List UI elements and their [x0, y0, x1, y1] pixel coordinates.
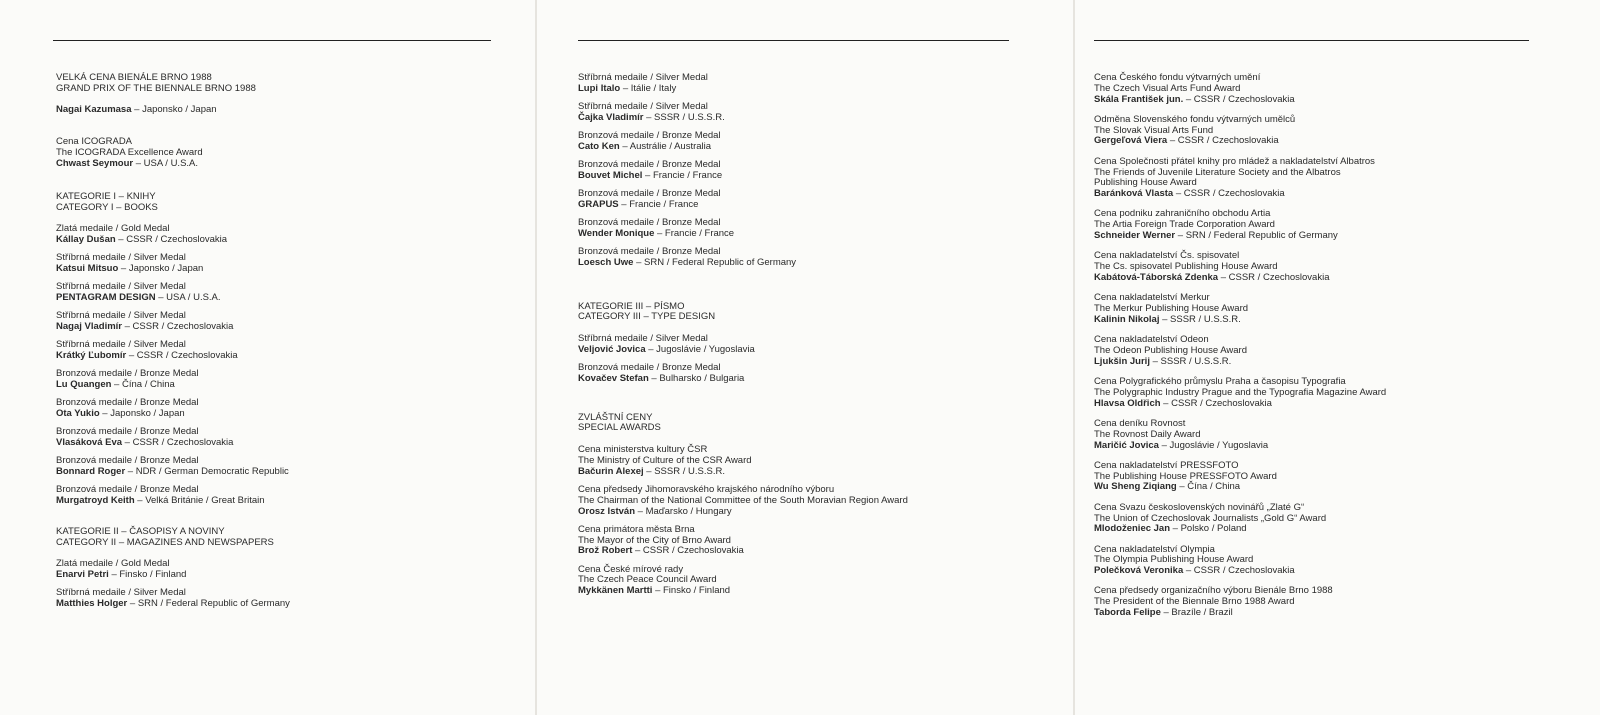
- winner-country: – Maďarsko / Hungary: [635, 505, 732, 517]
- medal-label: Zlatá medaile / Gold Medal: [56, 223, 170, 235]
- award-title-cz: Cena České mírové rady: [578, 563, 684, 575]
- winner-line: [56, 380, 290, 391]
- category-title-cz: KATEGORIE III – PÍSMO: [578, 300, 685, 312]
- award-entry: [578, 160, 908, 182]
- winner-line: [1094, 524, 1386, 535]
- category-title-cz: KATEGORIE I – KNIHY: [56, 190, 156, 202]
- award-title-cz: Cena ministerstva kultury ČSR: [578, 444, 708, 456]
- category-2-awards-continued: [578, 73, 908, 269]
- award-title-line: The Czech Visual Arts Fund Award: [1094, 82, 1241, 94]
- winner-name: GRAPUS: [578, 198, 619, 210]
- winner-name: Veljović Jovica: [578, 343, 646, 355]
- winner-country: – SSSR / U.S.S.R.: [1149, 355, 1232, 367]
- medal-label: Bronzová medaile / Bronze Medal: [578, 129, 721, 141]
- award-entry: [56, 224, 290, 246]
- award-entry: [578, 565, 908, 597]
- winner-name: Brož Robert: [578, 545, 633, 557]
- winner-country: – Japonsko / Japan: [118, 263, 204, 275]
- award-title-line: Cena nakladatelství Merkur: [1094, 292, 1210, 304]
- award-entry: [578, 525, 908, 557]
- winner-country: – CSSR / Czechoslovakia: [632, 545, 744, 557]
- award-title-line: Cena Společnosti přátel knihy pro mládež a nakladatelství Albatros: [1094, 155, 1375, 167]
- award-title-line: Cena podniku zahraničního obchodu Artia: [1094, 208, 1271, 220]
- winner-country: – Francie / France: [642, 169, 723, 181]
- winner-country: – CSSR / Czechoslovakia: [1167, 135, 1279, 147]
- winner-name: Bačurin Alexej: [578, 465, 644, 477]
- award-title-line: Cena nakladatelství Olympia: [1094, 543, 1215, 555]
- winner-country: – SSSR / U.S.S.R.: [643, 111, 725, 123]
- award-entry: [56, 369, 290, 391]
- winner-country: – SSSR / U.S.S.R.: [1159, 313, 1241, 325]
- winner-name: PENTAGRAM DESIGN: [56, 292, 156, 304]
- winner-line: [578, 142, 908, 153]
- winner-country: – Finsko / Finland: [108, 569, 187, 581]
- winner-name: Murgatroyd Keith: [56, 495, 135, 507]
- award-title-line: The President of the Biennale Brno 1988 Award: [1094, 596, 1295, 608]
- winner-country: – CSSR / Czechoslovakia: [126, 350, 238, 362]
- winner-country: – USA / U.S.A.: [133, 157, 199, 169]
- winner-line: [56, 351, 290, 362]
- category-title-cz: ZVLÁŠTNÍ CENY: [578, 411, 653, 423]
- award-title-line: Cena nakladatelství Čs. spisovatel: [1094, 250, 1240, 262]
- winner-line: [56, 293, 290, 304]
- winner-country: – CSSR / Czechoslovakia: [1173, 188, 1285, 200]
- winner-line: [56, 438, 290, 449]
- category-1-awards: [56, 224, 290, 506]
- medal-label: Stříbrná medaile / Silver Medal: [56, 587, 186, 599]
- winner-name: Chwast Seymour: [56, 157, 134, 169]
- winner-name: Kalinin Nikolaj: [1094, 313, 1160, 325]
- award-title-line: The Friends of Juvenile Literature Society and the Albatros: [1094, 166, 1341, 178]
- winner-country: – Čína / China: [1176, 481, 1241, 493]
- winner-country: – Jugoslávie / Yugoslavia: [645, 343, 755, 355]
- award-entry: [1094, 73, 1386, 105]
- winner-name: Lupi Italo: [578, 82, 621, 94]
- winner-name: Wender Monique: [578, 227, 655, 239]
- winner-country: – Čína / China: [111, 379, 175, 391]
- winner-line: [1094, 231, 1386, 242]
- award-entry: [56, 456, 290, 478]
- award-entry: [1094, 115, 1386, 147]
- award-title-line: Odměna Slovenského fondu výtvarných umělců: [1094, 113, 1296, 125]
- award-title-line: The Artia Foreign Trade Corporation Award: [1094, 219, 1275, 231]
- award-entry: [1094, 503, 1386, 535]
- award-entry: [56, 282, 290, 304]
- category-title-en: CATEGORY III – TYPE DESIGN: [578, 311, 716, 323]
- category-2-header: [56, 527, 290, 549]
- award-title-line: Cena Svazu československých novinářů „Zlaté G“: [1094, 501, 1305, 513]
- winner-line: [578, 113, 908, 124]
- top-rule: [578, 40, 1009, 41]
- winner-name: Baránková Vlasta: [1094, 188, 1174, 200]
- award-entry: [56, 311, 290, 333]
- award-title-line: The Odeon Publishing House Award: [1094, 344, 1247, 356]
- medal-label: Stříbrná medaile / Silver Medal: [578, 72, 708, 83]
- medal-label: Bronzová medaile / Bronze Medal: [578, 158, 721, 170]
- award-title-line: The Merkur Publishing House Award: [1094, 303, 1249, 315]
- column-3: [1094, 73, 1386, 628]
- award-entry: [578, 363, 908, 385]
- icograda-section: [56, 137, 290, 169]
- winner-name: Maričić Jovica: [1094, 439, 1159, 451]
- winner-line: [56, 496, 290, 507]
- winner-name: Bouvet Michel: [578, 169, 643, 181]
- medal-label: Stříbrná medaile / Silver Medal: [56, 310, 186, 322]
- category-3-header: [578, 302, 908, 324]
- winner-name: Mykkänen Martti: [578, 585, 653, 597]
- award-title-line: The Union of Czechoslovak Journalists „Gold G“ Award: [1094, 512, 1327, 524]
- winner-name: Ota Yukio: [56, 408, 100, 420]
- category-3-awards: [578, 334, 908, 385]
- winner-line: [578, 229, 908, 240]
- award-title-line: Publishing House Award: [1094, 177, 1197, 189]
- winner-line: [578, 345, 908, 356]
- category-title-cz: KATEGORIE II – ČASOPISY A NOVINY: [56, 525, 225, 537]
- award-entry: [1094, 545, 1386, 577]
- medal-label: Stříbrná medaile / Silver Medal: [56, 281, 186, 293]
- winner-line: [1094, 482, 1386, 493]
- award-entry: [578, 247, 908, 269]
- award-title-line: Cena Polygrafického průmyslu Praha a časopisu Typografia: [1094, 376, 1346, 388]
- winner-line: [1094, 566, 1386, 577]
- winner-line: [578, 467, 908, 478]
- winner-name: Cato Ken: [578, 140, 620, 152]
- winner-country: – SSSR / U.S.S.R.: [643, 465, 725, 477]
- medal-label: Stříbrná medaile / Silver Medal: [578, 333, 708, 345]
- award-entry: [1094, 377, 1386, 409]
- category-title-en: CATEGORY II – MAGAZINES AND NEWSPAPERS: [56, 536, 274, 548]
- special-awards-header: [578, 413, 908, 435]
- special-awards-list: [578, 445, 908, 597]
- award-entry: [578, 445, 908, 477]
- winner-line: [56, 159, 290, 170]
- winner-name: Lu Quangen: [56, 379, 112, 391]
- award-title-line: The Slovak Visual Arts Fund: [1094, 124, 1214, 136]
- medal-label: Bronzová medaile / Bronze Medal: [578, 362, 721, 374]
- award-entry: [1094, 157, 1386, 200]
- winner-country: – Polsko / Poland: [1170, 523, 1247, 535]
- award-entry: [1094, 419, 1386, 451]
- award-title-en: The Ministry of Culture of the CSR Award: [578, 455, 752, 467]
- winner-country: – Jugoslávie / Yugoslavia: [1158, 439, 1269, 451]
- award-entry: [578, 189, 908, 211]
- medal-label: Bronzová medaile / Bronze Medal: [56, 368, 199, 380]
- winner-name: Katsui Mitsuo: [56, 263, 119, 275]
- winner-country: – CSSR / Czechoslovakia: [1183, 93, 1295, 105]
- panel-right: [1075, 0, 1600, 715]
- winner-country: – CSSR / Czechoslovakia: [115, 234, 228, 246]
- award-entry: [56, 588, 290, 610]
- winner-name: Kabátová-Táborská Zdenka: [1094, 271, 1219, 283]
- award-title-line: Cena nakladatelství Odeon: [1094, 334, 1209, 346]
- winner-line: [1094, 315, 1386, 326]
- panel-middle: [537, 0, 1073, 715]
- medal-label: Bronzová medaile / Bronze Medal: [578, 216, 721, 228]
- winner-country: – Itálie / Italy: [620, 82, 677, 94]
- award-entry: [56, 427, 290, 449]
- winner-line: [56, 264, 290, 275]
- winner-line: [1094, 136, 1386, 147]
- award-title-line: The Olympia Publishing House Award: [1094, 554, 1254, 566]
- award-title-en: The Chairman of the National Committee of the South Moravian Region Award: [578, 494, 908, 506]
- award-entry: [578, 485, 908, 517]
- grand-prix-section: [56, 73, 290, 115]
- winner-country: – CSSR / Czechoslovakia: [122, 321, 234, 333]
- medal-label: Bronzová medaile / Bronze Medal: [56, 455, 199, 467]
- award-entry: [1094, 335, 1386, 367]
- section-title-cz: VELKÁ CENA BIENÁLE BRNO 1988: [56, 72, 212, 83]
- award-entry: [56, 398, 290, 420]
- category-2-awards: [56, 559, 290, 610]
- award-title-en: The Czech Peace Council Award: [578, 574, 717, 586]
- award-title-cz: Cena ICOGRADA: [56, 136, 133, 148]
- winner-name: Hlavsa Oldřich: [1094, 397, 1161, 409]
- winner-name: Nagai Kazumasa: [56, 103, 132, 115]
- winner-line: [1094, 399, 1386, 410]
- category-1-header: [56, 192, 290, 214]
- winner-country: – CSSR / Czechoslovakia: [1183, 565, 1295, 577]
- winner-name: Gergeľová Viera: [1094, 135, 1168, 147]
- winner-line: [56, 409, 290, 420]
- winner-country: – Finsko / Finland: [652, 585, 731, 597]
- category-title-en: SPECIAL AWARDS: [578, 422, 661, 434]
- award-entry: [56, 340, 290, 362]
- medal-label: Stříbrná medaile / Silver Medal: [56, 339, 186, 351]
- award-title-line: Cena deníku Rovnost: [1094, 417, 1186, 429]
- winner-line: [56, 570, 290, 581]
- winner-country: – SRN / Federal Republic of Germany: [1175, 230, 1338, 242]
- award-entry: [56, 253, 290, 275]
- winner-line: [1094, 189, 1386, 200]
- winner-country: – Japonsko / Japan: [131, 103, 217, 115]
- award-entry: [578, 334, 908, 356]
- winner-country: – USA / U.S.A.: [155, 292, 221, 304]
- winner-name: Enarvi Petri: [56, 569, 109, 581]
- award-title-line: Cena Českého fondu výtvarných umění: [1094, 72, 1261, 83]
- winner-name: Schneider Werner: [1094, 230, 1176, 242]
- award-entry: [56, 559, 290, 581]
- award-title-en: The ICOGRADA Excellence Award: [56, 147, 203, 159]
- medal-label: Bronzová medaile / Bronze Medal: [56, 426, 199, 438]
- award-title-line: The Publishing House PRESSFOTO Award: [1094, 470, 1277, 482]
- medal-label: Bronzová medaile / Bronze Medal: [578, 245, 721, 257]
- winner-line: [1094, 441, 1386, 452]
- award-title-line: The Cs. spisovatel Publishing House Award: [1094, 261, 1278, 273]
- winner-line: [578, 507, 908, 518]
- category-title-en: CATEGORY I – BOOKS: [56, 201, 158, 213]
- award-title-line: The Rovnost Daily Award: [1094, 428, 1201, 440]
- winner-line: [578, 586, 908, 597]
- winner-name: Wu Sheng Ziqiang: [1094, 481, 1177, 493]
- award-entry: [578, 102, 908, 124]
- award-entry: [1094, 209, 1386, 241]
- award-entry: [578, 218, 908, 240]
- top-rule: [1094, 40, 1529, 41]
- winner-line: [56, 322, 290, 333]
- winner-country: – SRN / Federal Republic of Germany: [127, 598, 290, 610]
- winner-line: [56, 235, 290, 246]
- winner-country: – NDR / German Democratic Republic: [125, 466, 289, 478]
- award-entry: [1094, 586, 1386, 618]
- top-rule: [53, 40, 491, 41]
- column-1: [56, 73, 290, 617]
- winner-name: Kállay Dušan: [56, 234, 116, 246]
- winner-line: [578, 200, 908, 211]
- winner-line: [1094, 273, 1386, 284]
- medal-label: Stříbrná medaile / Silver Medal: [56, 252, 186, 264]
- award-entry: [56, 485, 290, 507]
- panel-left: [0, 0, 535, 715]
- medal-label: Stříbrná medaile / Silver Medal: [578, 100, 708, 112]
- winner-name: Nagaj Vladimír: [56, 321, 122, 333]
- award-title-line: Cena předsedy organizačního výboru Bienále Brno 1988: [1094, 585, 1333, 597]
- award-entry: [1094, 293, 1386, 325]
- winner-line: [1094, 95, 1386, 106]
- winner-country: – Francie / France: [654, 227, 735, 239]
- award-entry: [578, 73, 908, 95]
- medal-label: Zlatá medaile / Gold Medal: [56, 558, 170, 570]
- winner-line: [578, 546, 908, 557]
- award-entry: [1094, 251, 1386, 283]
- medal-label: Bronzová medaile / Bronze Medal: [578, 187, 721, 199]
- award-title-line: The Polygraphic Industry Prague and the Typografia Magazine Award: [1094, 386, 1387, 398]
- winner-name: Skála František jun.: [1094, 93, 1184, 105]
- winner-country: – SRN / Federal Republic of Germany: [633, 256, 797, 268]
- award-title-line: Cena nakladatelství PRESSFOTO: [1094, 459, 1239, 471]
- winner-name: Loesch Uwe: [578, 256, 634, 268]
- column-2: [578, 73, 908, 604]
- winner-line: [56, 467, 290, 478]
- winner-name: Ljukšin Jurij: [1094, 355, 1150, 367]
- winner-country: – Brazíle / Brazil: [1160, 607, 1233, 619]
- winner-line: [1094, 357, 1386, 368]
- winner-name: Taborda Felipe: [1094, 607, 1161, 619]
- winner-name: Vlasáková Eva: [56, 437, 123, 449]
- winner-country: – CSSR / Czechoslovakia: [122, 437, 234, 449]
- medal-label: Bronzová medaile / Bronze Medal: [56, 484, 199, 496]
- section-title-en: GRAND PRIX OF THE BIENNALE BRNO 1988: [56, 82, 256, 94]
- medal-label: Bronzová medaile / Bronze Medal: [56, 397, 199, 409]
- winner-line: [578, 84, 908, 95]
- winner-country: – CSSR / Czechoslovakia: [1218, 271, 1330, 283]
- award-entry: [1094, 461, 1386, 493]
- special-awards-list-continued: [1094, 73, 1386, 619]
- winner-line: [578, 374, 908, 385]
- winner-line: [578, 258, 908, 269]
- winner-name: Mlodoženiec Jan: [1094, 523, 1171, 535]
- winner-country: – Bulharsko / Bulgaria: [648, 372, 745, 384]
- winner-country: – Japonsko / Japan: [99, 408, 185, 420]
- winner-line: [56, 105, 290, 116]
- winner-line: [578, 171, 908, 182]
- award-title-cz: Cena primátora města Brna: [578, 523, 695, 535]
- winner-name: Bonnard Roger: [56, 466, 126, 478]
- winner-line: [56, 599, 290, 610]
- winner-line: [1094, 608, 1386, 619]
- winner-name: Čajka Vladimír: [578, 111, 644, 123]
- winner-country: – Austrálie / Australia: [619, 140, 712, 152]
- winner-name: Orosz István: [578, 505, 636, 517]
- winner-name: Polečková Veronika: [1094, 565, 1184, 577]
- award-entry: [578, 131, 908, 153]
- winner-name: Kovačev Stefan: [578, 372, 649, 384]
- winner-country: – Velká Británie / Great Britain: [134, 495, 265, 507]
- winner-name: Krátký Ľubomír: [56, 350, 127, 362]
- award-title-en: The Mayor of the City of Brno Award: [578, 534, 731, 546]
- winner-country: – Francie / France: [618, 198, 699, 210]
- winner-name: Matthies Holger: [56, 598, 128, 610]
- winner-country: – CSSR / Czechoslovakia: [1160, 397, 1272, 409]
- award-title-cz: Cena předsedy Jihomoravského krajského národního výboru: [578, 484, 835, 496]
